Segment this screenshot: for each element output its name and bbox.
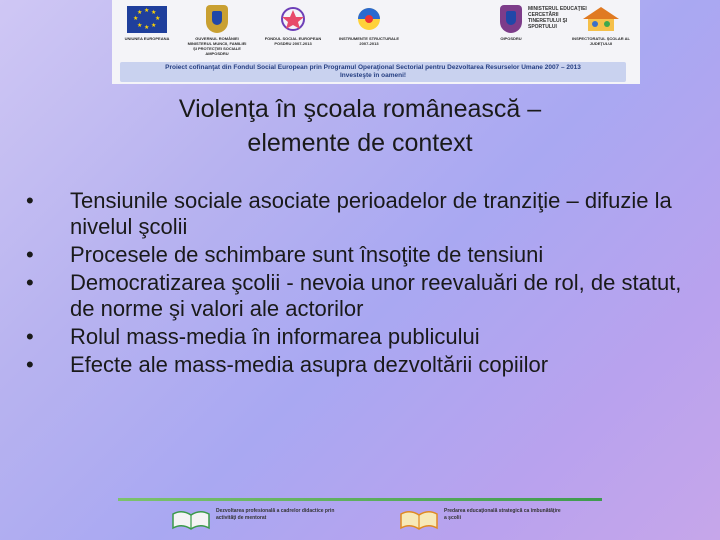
list-item [26,352,696,378]
government-logo [186,4,248,56]
bullet-icon: • [26,352,34,377]
bullet-text: Efecte ale mass-media asupra dezvoltării copiilor [70,352,549,377]
logo-caption: OIPOSDRU [500,36,522,41]
bullet-icon: • [26,242,34,267]
funding-line-2: Investeşte în oameni! [339,72,407,79]
footer-left-text: Dezvoltarea profesională a cadrelor didactice prin activităţi de mentorat [216,508,335,521]
footer-divider [118,498,602,501]
bullet-icon: • [26,188,34,213]
title-line-2: elemente de context [247,129,473,157]
fse-logo [262,4,324,46]
instrumente-structurale-logo [338,4,400,46]
logo-caption: GUVERNUL ROMÂNIEI MINISTERUL MUNCII, FAMILIEI ŞI PROTECŢIEI SOCIALE AMPOSDRU [187,36,247,56]
list-item [26,242,696,268]
instrumente-structurale-icon [349,5,389,33]
school-inspectorate-logo [570,4,632,46]
footer-right-text: Predarea educaţională strategică ca îmbunătăţire a şcolii [444,508,561,521]
ministry-education-crest-icon [500,5,522,33]
bullet-list [26,188,696,380]
eu-flag-icon: ★ ★ ★ ★ ★ ★ ★ ★ [127,6,167,33]
eu-logo [116,4,178,41]
open-book-icon [398,506,440,532]
list-item [26,270,696,322]
bullet-text: Tensiunile sociale asociate perioadelor de tranziţie – difuzie la nivelul şcolii [70,188,672,239]
logo-caption: FONDUL SOCIAL EUROPEAN POSDRU 2007-2013 [264,36,322,46]
fse-logo-icon [273,5,313,33]
slide-title [80,92,640,160]
funding-banner [120,62,626,82]
ministry-name: MINISTERUL EDUCAŢIEI CERCETĂRII TINERETULUI ŞI SPORTULUI [528,6,587,30]
bullet-icon: • [26,270,34,295]
bullet-text: Rolul mass-media în informarea publicului [70,324,480,349]
title-line-1: Violenţa în şcoala românească – [178,95,542,123]
logo-caption: INSTRUMENTE STRUCTURALE 2007-2013 [339,36,399,46]
logo-caption: UNIUNEA EUROPEANA [124,36,170,41]
school-house-logo-icon [579,5,623,33]
bullet-icon: • [26,324,34,349]
footer-left [170,506,336,532]
open-book-icon [170,506,212,532]
funding-line-1: Proiect cofinanţat din Fondul Social European prin Programul Operaţional Sectorial pentru Dezvoltarea Resurselor Umane 2007 – 2013 [165,64,581,71]
list-item [26,324,696,350]
bullet-text: Procesele de schimbare sunt însoţite de tensiuni [70,242,544,267]
logo-caption: INSPECTORATUL ŞCOLAR AL JUDEŢULUI [572,36,630,46]
bullet-text: Democratizarea şcolii - nevoia unor reevaluări de rol, de statut, de norme şi valori ale actorilor [70,270,682,321]
romania-crest-icon [206,5,228,33]
footer-right [398,506,564,532]
list-item [26,188,696,240]
